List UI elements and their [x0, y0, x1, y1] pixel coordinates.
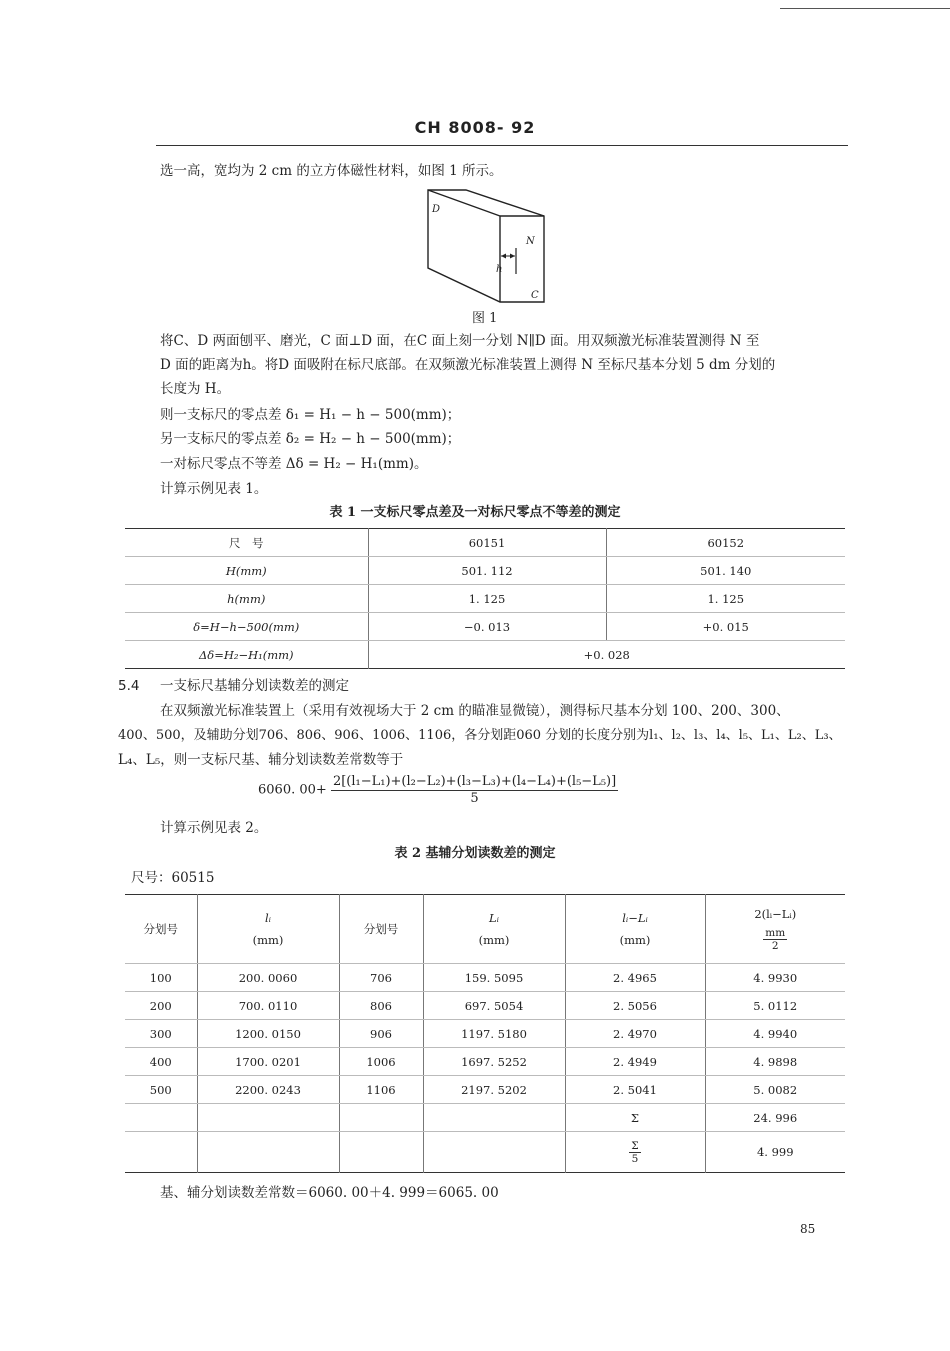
table-cell: 1106	[339, 1076, 423, 1104]
table-cell: 4. 9930	[705, 964, 845, 992]
table-cell: 906	[339, 1020, 423, 1048]
table-cell: 300	[125, 1020, 197, 1048]
table-cell: 5. 0112	[705, 992, 845, 1020]
table-row	[125, 1048, 845, 1076]
page-header-title: CH 8008- 92	[414, 118, 536, 137]
table-cell: 2197. 5202	[423, 1076, 565, 1104]
table-cell	[125, 1104, 197, 1132]
table-1-title: 表 1 一支标尺零点差及一对标尺零点不等差的测定	[329, 505, 621, 520]
label-n: N	[526, 236, 535, 247]
header-fraction	[763, 927, 787, 952]
page-number: 85	[800, 1222, 816, 1236]
table-cell: 2200. 0243	[197, 1076, 339, 1104]
formula-denominator: 5	[470, 791, 479, 806]
table-cell: 2. 4965	[565, 964, 705, 992]
paragraph-line: D 面的距离为h。将D 面吸附在标尺底部。在双频激光标准装置上测得 N 至标尺基本分划 5 dm 分划的	[160, 357, 776, 373]
formula-numerator: 2[(l₁−L₁)+(l₂−L₂)+(l₃−L₃)+(l₄−L₄)+(l₅−L₅)]	[332, 774, 617, 789]
table-cell: +0. 015	[606, 613, 845, 641]
intro-text: 选一高，宽均为 2 cm 的立方体磁性材料，如图 1 所示。	[160, 163, 503, 179]
table-cell: 2. 4970	[565, 1020, 705, 1048]
label-h: h	[496, 264, 503, 275]
formula-line: 则一支标尺的零点差 δ₁ = H₁ − h − 500(mm)；	[160, 407, 461, 423]
header-cell-top: lᵢ−Lᵢ	[622, 911, 648, 925]
paragraph-line: 在双频激光标准装置上（采用有效视场大于 2 cm 的瞄准显微镜），测得标尺基本分划 100、200、300、	[160, 703, 790, 719]
average-num: Σ	[631, 1139, 639, 1152]
table-cell: 1200. 0150	[197, 1020, 339, 1048]
example-2-ref: 计算示例见表 2。	[160, 820, 268, 836]
table-cell: 60152	[606, 529, 845, 557]
top-edge-rule	[780, 8, 950, 9]
table-cell: 1006	[339, 1048, 423, 1076]
table-cell: 尺 号	[125, 529, 368, 557]
paragraph-line: 将C、D 两面刨平、磨光，C 面⊥D 面，在C 面上刻一分划 N∥D 面。用双频激光标准装置测得 N 至	[160, 333, 760, 349]
table-1	[125, 528, 845, 669]
main-formula	[258, 774, 618, 807]
table-cell: 501. 140	[606, 557, 845, 585]
table-cell	[339, 1104, 423, 1132]
table-cell	[197, 1104, 339, 1132]
table-row	[125, 1020, 845, 1048]
table-cell: 697. 5054	[423, 992, 565, 1020]
table-cell: 700. 0110	[197, 992, 339, 1020]
label-d: D	[432, 204, 441, 215]
table-cell: 806	[339, 992, 423, 1020]
table-cell: 60151	[368, 529, 606, 557]
table-header-row	[125, 895, 845, 964]
formula-prefix: 6060. 00+	[258, 782, 327, 798]
header-fraction-num: mm	[765, 926, 786, 939]
table-row	[125, 529, 845, 557]
table-row	[125, 557, 845, 585]
formula-line: 一对标尺零点不等差 Δδ = H₂ − H₁(mm)。	[160, 456, 428, 472]
table-cell: 706	[339, 964, 423, 992]
table-row	[125, 992, 845, 1020]
table-cell: Δδ=H₂−H₁(mm)	[198, 647, 294, 662]
formula-line: 计算示例见表 1。	[160, 481, 268, 497]
table-2-title: 表 2 基辅分划读数差的测定	[394, 846, 556, 861]
average-den: 5	[631, 1152, 639, 1165]
table-cell: 400	[125, 1048, 197, 1076]
label-c: C	[531, 290, 539, 301]
paragraph-line: L₄、L₅，则一支标尺基、辅分划读数差常数等于	[118, 752, 404, 768]
table-row	[125, 1076, 845, 1104]
table-row	[125, 585, 845, 613]
header-cell	[705, 895, 845, 964]
average-fraction	[629, 1140, 640, 1165]
figure-1-cube	[418, 186, 552, 308]
table-cell: 2. 5041	[565, 1076, 705, 1104]
header-cell-bottom: (mm)	[478, 933, 510, 947]
table-cell	[125, 1132, 197, 1173]
conclusion-text: 基、辅分划读数差常数＝6060. 00＋4. 999＝6065. 00	[160, 1185, 499, 1201]
table-cell: 2. 5056	[565, 992, 705, 1020]
header-cell	[197, 895, 339, 964]
table-row	[125, 641, 845, 669]
table-cell: 1700. 0201	[197, 1048, 339, 1076]
header-fraction-den: 2	[771, 939, 779, 952]
average-value: 4. 999	[705, 1132, 845, 1173]
table-cell: 2. 4949	[565, 1048, 705, 1076]
table-cell: 200. 0060	[197, 964, 339, 992]
paragraph-line: 长度为 H。	[160, 381, 231, 397]
table-cell: δ=H−h−500(mm)	[125, 613, 368, 641]
table-cell	[423, 1104, 565, 1132]
ruler-number: 尺号：60515	[131, 870, 215, 886]
table-cell: +0. 028	[368, 641, 845, 669]
header-cell-top: 2(lᵢ−Lᵢ)	[754, 906, 797, 921]
formula-fraction	[331, 774, 618, 807]
table-row	[125, 613, 845, 641]
table-row-sum	[125, 1104, 845, 1132]
table-cell	[197, 1132, 339, 1173]
table-2	[125, 894, 845, 1173]
table-cell	[423, 1132, 565, 1173]
table-cell: 1. 125	[606, 585, 845, 613]
table-cell: 501. 112	[368, 557, 606, 585]
table-row-average	[125, 1132, 845, 1173]
table-cell: h(mm)	[125, 585, 368, 613]
formula-line: 另一支标尺的零点差 δ₂ = H₂ − h − 500(mm)；	[160, 431, 461, 447]
table-cell: 159. 5095	[423, 964, 565, 992]
table-cell	[339, 1132, 423, 1173]
header-cell	[565, 895, 705, 964]
table-cell: H(mm)	[125, 557, 368, 585]
table-cell: 100	[125, 964, 197, 992]
arrow-left	[501, 254, 506, 259]
header-cell-bottom: (mm)	[252, 933, 284, 947]
paragraph-line: 400、500，及辅助分划706、806、906、1006、1106，各分划距060 分划的长度分别为l₁、l₂、l₃、l₄、l₅、L₁、L₂、L₃、	[118, 728, 842, 743]
table-cell: 200	[125, 992, 197, 1020]
table-cell: 1. 125	[368, 585, 606, 613]
table-cell: 1197. 5180	[423, 1020, 565, 1048]
header-cell: 分划号	[339, 895, 423, 964]
table-cell: −0. 013	[368, 613, 606, 641]
figure-caption: 图 1	[472, 311, 498, 326]
header-cell	[423, 895, 565, 964]
table-cell: 4. 9940	[705, 1020, 845, 1048]
table-cell: 4. 9898	[705, 1048, 845, 1076]
average-label	[565, 1132, 705, 1173]
table-row	[125, 964, 845, 992]
header-cell-bottom: (mm)	[619, 933, 651, 947]
header-cell-top: Lᵢ	[489, 911, 499, 925]
sum-value: 24. 996	[705, 1104, 845, 1132]
table-cell: 1697. 5252	[423, 1048, 565, 1076]
table-cell: 5. 0082	[705, 1076, 845, 1104]
section-number: 5.4	[118, 678, 140, 694]
header-cell: 分划号	[125, 895, 197, 964]
table-cell: 500	[125, 1076, 197, 1104]
sum-label: Σ	[565, 1104, 705, 1132]
arrow-right	[510, 254, 515, 259]
header-cell-top: lᵢ	[265, 911, 271, 925]
section-title: 一支标尺基辅分划读数差的测定	[160, 678, 349, 694]
header-rule	[156, 145, 848, 146]
